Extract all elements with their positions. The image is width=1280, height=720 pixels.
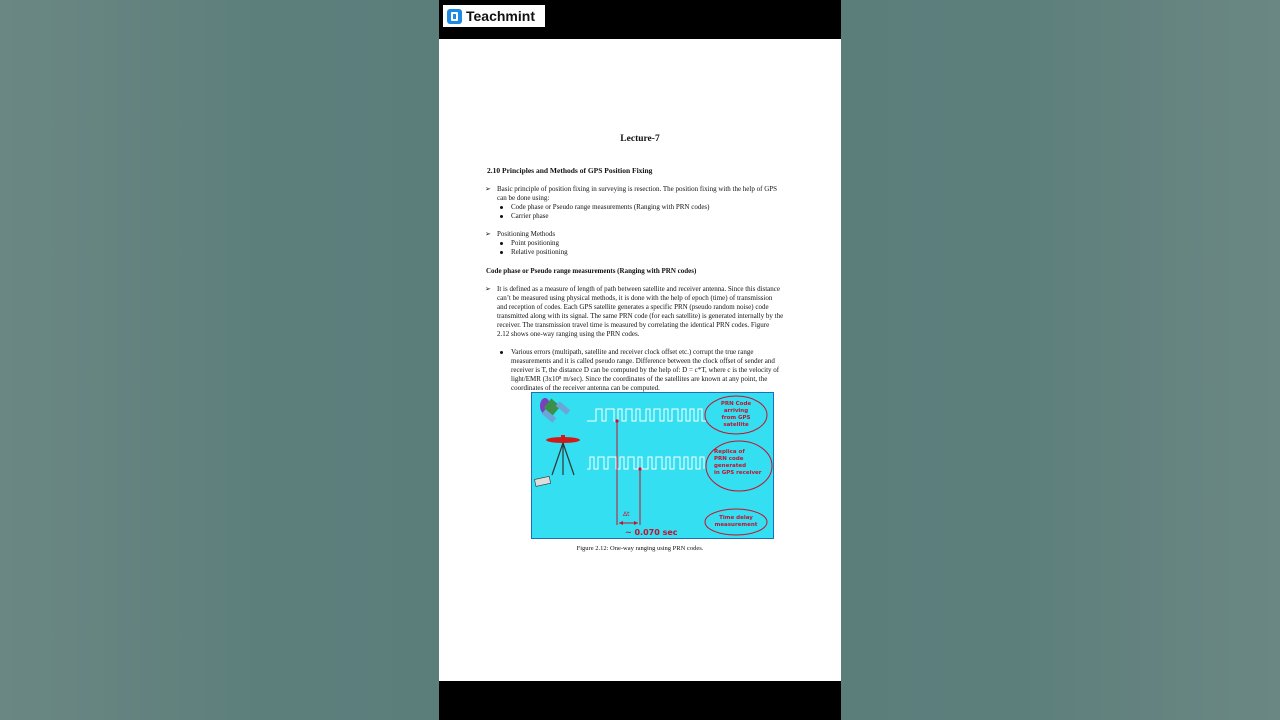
prn-ranging-figure — [531, 392, 774, 539]
delta-t-label: Δt — [623, 511, 630, 518]
section-heading: 2.10 Principles and Methods of GPS Position Fixing — [487, 166, 653, 175]
gps-receiver-icon — [535, 435, 580, 486]
paragraph-line: light/EMR (3x10⁸ m/sec). Since the coordinates of the satellites are known at any point, the — [511, 375, 768, 383]
methods-label: Positioning Methods — [497, 230, 556, 238]
paragraph-line: receiver is T, the distance D can be computed by the help of: D = c*T, where c is the velocity of — [511, 366, 780, 374]
paragraph-line: receiver. The transmission travel time is measured by correlating the identical PRN codes. Figure — [497, 321, 770, 329]
delay-value: ~ 0.070 sec — [625, 528, 678, 537]
prn-satellite-label: PRN Code arriving from GPS satellite — [720, 401, 752, 428]
paragraph-line: Various errors (multipath, satellite and receiver clock offset etc.) corrupt the true range — [511, 348, 754, 356]
list-item: Point positioning — [511, 239, 560, 247]
arrow-bullet-icon: ➢ — [485, 230, 491, 238]
bullet-dot-icon — [500, 215, 503, 218]
prn-signal-replica — [587, 457, 704, 469]
paragraph-line: and reception of codes. Each GPS satellite generates a specific PRN (pseudo random noise) code — [497, 303, 769, 311]
paragraph-line: can’t be measured using physical methods, it is done with the help of epoch (time) of transmission — [497, 294, 773, 302]
lecture-title: Lecture-7 — [620, 134, 660, 144]
paragraph-line: It is defined as a measure of length of path between satellite and receiver antenna. Since this distance — [497, 285, 781, 293]
prn-signal-satellite — [587, 409, 706, 421]
list-item: Carrier phase — [511, 212, 549, 220]
bullet-dot-icon — [500, 206, 503, 209]
list-item: Code phase or Pseudo range measurements (Ranging with PRN codes) — [511, 203, 710, 211]
bullet-dot-icon — [500, 242, 503, 245]
arrow-bullet-icon: ➢ — [485, 185, 491, 193]
document-page — [439, 39, 841, 681]
paragraph-line: coordinates of the receiver antenna can be computed. — [511, 384, 660, 392]
teachmint-watermark — [443, 5, 545, 27]
bullet-dot-icon — [500, 251, 503, 254]
subsection-heading: Code phase or Pseudo range measurements (Ranging with PRN codes) — [486, 267, 697, 275]
teachmint-logo-icon — [447, 9, 462, 24]
brand-name: Teachmint — [466, 8, 535, 24]
arrow-bullet-icon: ➢ — [485, 285, 491, 293]
paragraph-line: transmitted along with its signal. The same PRN code (for each satellite) is generated internally by the — [497, 312, 784, 320]
intro-line: can be done using: — [497, 194, 550, 202]
bullet-dot-icon — [500, 351, 503, 354]
satellite-icon — [540, 398, 570, 423]
time-delay-label: Time delay measurement — [714, 515, 758, 528]
intro-line: Basic principle of position fixing in surveying is resection. The position fixing with the help of GPS — [497, 185, 778, 193]
paragraph-line: 2.12 shows one-way ranging using the PRN codes. — [497, 330, 640, 338]
figure-caption: Figure 2.12: One-way ranging using PRN codes. — [576, 545, 704, 552]
replica-label: Replica of PRN code generated in GPS receiver — [714, 449, 762, 476]
list-item: Relative positioning — [511, 248, 568, 256]
video-frame — [439, 0, 841, 720]
paragraph-line: measurements and it is called pseudo range. Difference between the clock offset of sender and — [511, 357, 775, 365]
